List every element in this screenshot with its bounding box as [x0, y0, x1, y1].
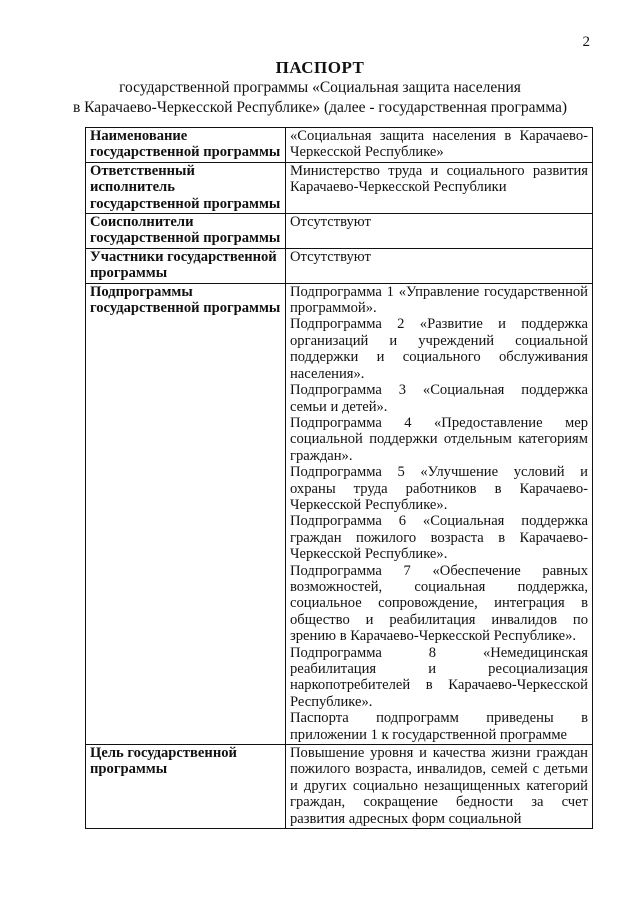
document-subtitle-line-2: в Карачаево-Черкесской Республике» (далее - государственная программа) — [72, 99, 568, 116]
row-label: Подпрограммы государственной программы — [86, 283, 286, 744]
row-value — [286, 248, 593, 283]
row-label: Цель государственной программы — [86, 745, 286, 829]
passport-row — [86, 283, 593, 744]
value-paragraph: Отсутствуют — [290, 248, 371, 265]
value-paragraph: Повышение уровня и качества жизни граждан пожилого возраста, инвалидов, семей с детьми и других социально незащищенных категорий граждан, сокращение бедности за счет развития адресных форм социальной — [290, 745, 588, 827]
passport-row — [86, 162, 593, 213]
value-paragraph: Министерство труда и социального развития Карачаево-Черкесской Республики — [290, 162, 588, 196]
row-value — [286, 214, 593, 249]
row-label: Соисполнители государственной программы — [86, 214, 286, 249]
row-label: Участники государственной программы — [86, 248, 286, 283]
passport-table — [85, 127, 593, 829]
value-paragraph: Подпрограмма 1 «Управление государственной программой». — [290, 283, 588, 317]
row-value — [286, 128, 593, 163]
value-paragraph: Подпрограмма 8 «Немедицинская реабилитация и ресоциализация наркопотребителей в Карачаево-Черкесской Республике». — [290, 644, 588, 710]
passport-row — [86, 248, 593, 283]
passport-row — [86, 128, 593, 163]
value-paragraph: Отсутствуют — [290, 214, 371, 231]
document-title: ПАСПОРТ — [275, 58, 365, 77]
document-subtitle-line-1: государственной программы «Социальная защита населения — [119, 79, 521, 96]
value-paragraph: «Социальная защита населения в Карачаево-Черкесской Республике» — [290, 128, 588, 161]
row-value — [286, 283, 593, 744]
value-paragraph: Подпрограмма 6 «Социальная поддержка граждан пожилого возраста в Карачаево-Черкесской Республике». — [290, 513, 588, 563]
value-paragraph: Подпрограмма 3 «Социальная поддержка семьи и детей». — [290, 382, 588, 415]
row-value — [286, 745, 593, 829]
value-paragraph: Подпрограмма 5 «Улучшение условий и охраны труда работников в Карачаево-Черкесской Республике». — [290, 464, 588, 513]
value-paragraph: Подпрограмма 4 «Предоставление мер социальной поддержки отдельным категориям граждан». — [290, 414, 588, 464]
value-paragraph: Подпрограмма 7 «Обеспечение равных возможностей, социальная поддержка, социальное сопровождение, интеграция в общество и реабилитация инвалидов по зрению в Карачаево-Черкесской Республике». — [290, 562, 588, 645]
passport-row — [86, 214, 593, 249]
page-number: 2 — [582, 34, 590, 50]
value-paragraph: Паспорта подпрограмм приведены в приложении 1 к государственной программе — [290, 710, 588, 743]
value-paragraph: Подпрограмма 2 «Развитие и поддержка организаций и учреждений социальной поддержки и социального обслуживания населения». — [290, 316, 588, 382]
row-label: Наименование государственной программы — [86, 128, 286, 163]
passport-row — [86, 745, 593, 829]
row-value — [286, 162, 593, 213]
row-label: Ответственный исполнитель государственной программы — [86, 162, 286, 213]
passport-table-body — [86, 128, 593, 829]
